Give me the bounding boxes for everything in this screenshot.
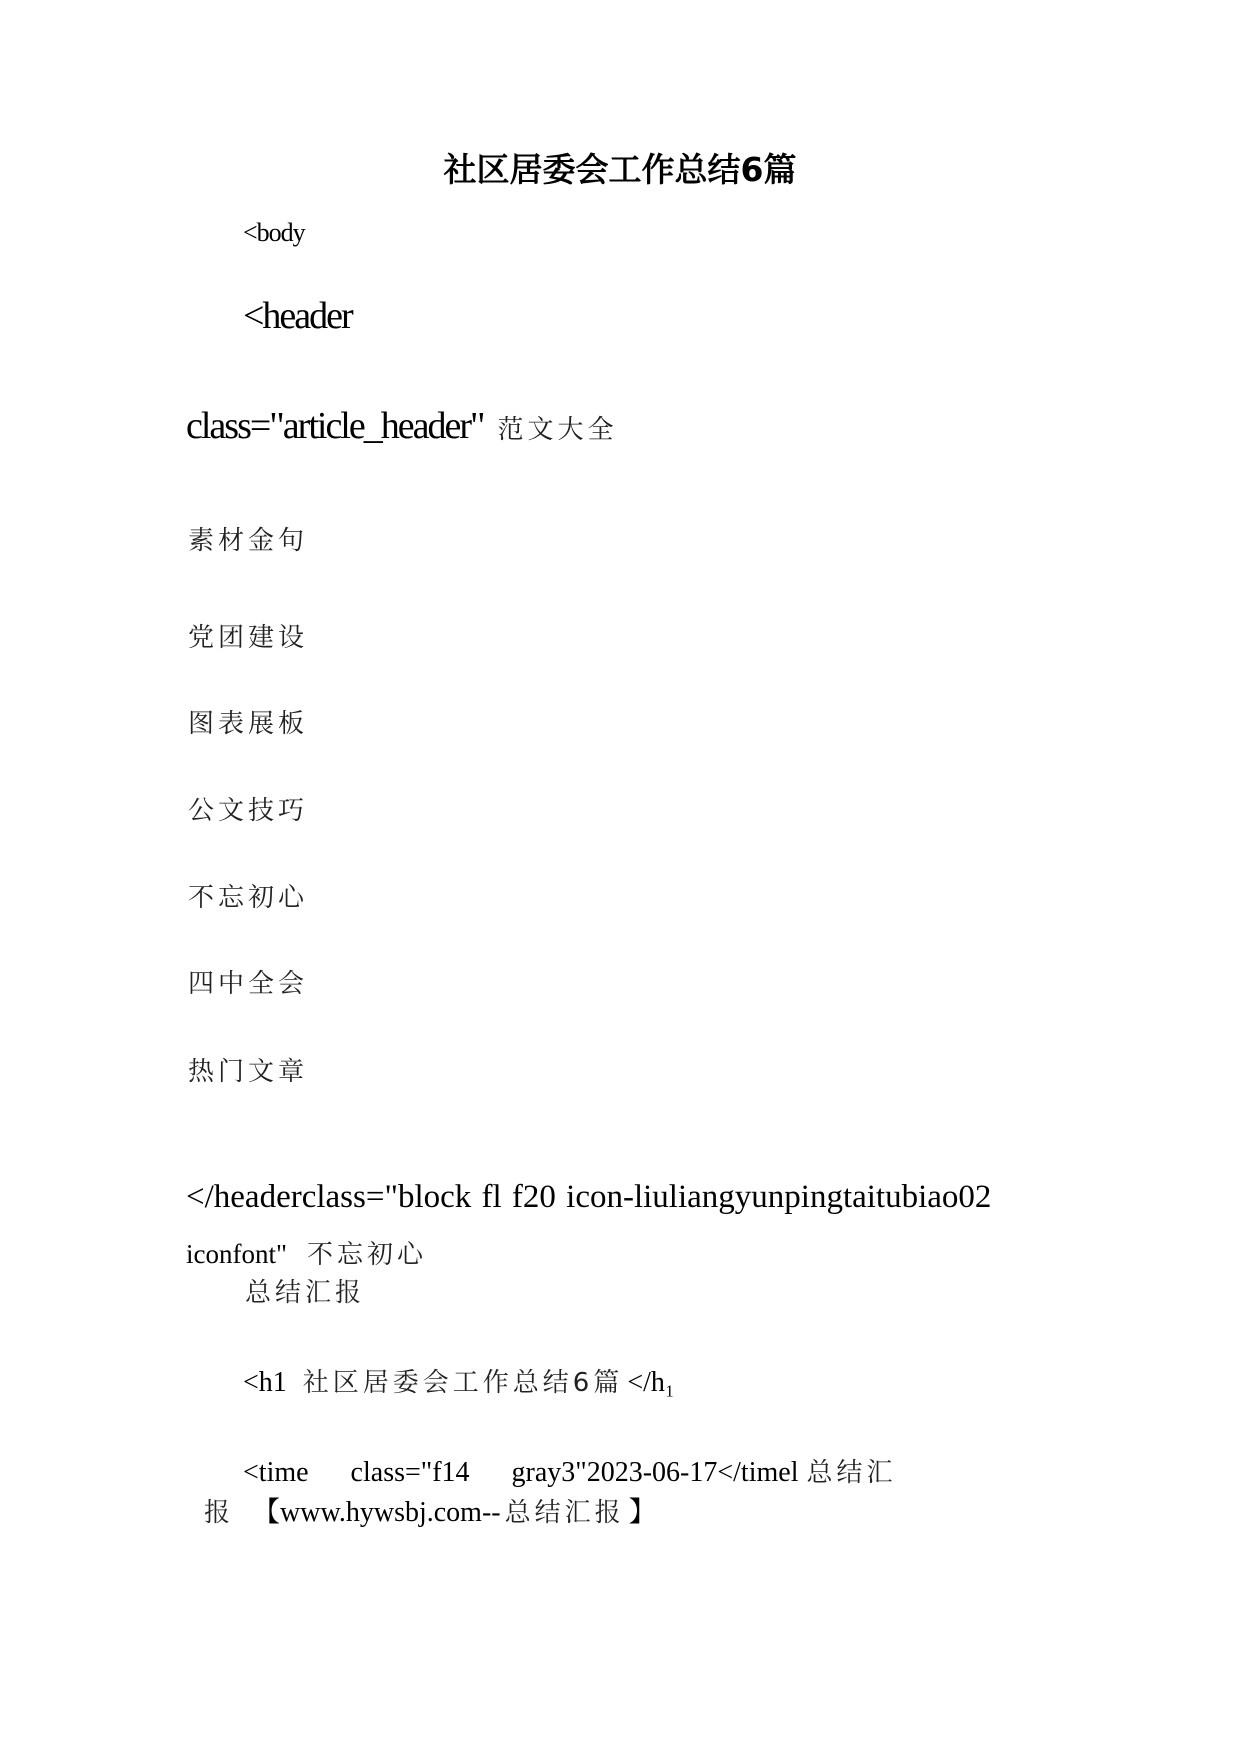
code-line-header-open: <header	[243, 295, 352, 337]
h1-text: 社区居委会工作总结6篇	[302, 1368, 624, 1398]
nav-item-remen[interactable]: 热门文章	[188, 1057, 309, 1087]
code-h1-open: <h1	[243, 1367, 287, 1398]
nav-item-gongwen[interactable]: 公文技巧	[188, 796, 309, 826]
document-title: 社区居委会工作总结6篇	[443, 150, 797, 189]
code-line-body: <body	[243, 218, 305, 247]
nav-item-sizhong[interactable]: 四中全会	[188, 969, 309, 999]
source-url[interactable]: 【www.hywsbj.com--	[252, 1497, 501, 1528]
iconfont-line	[186, 1237, 427, 1276]
nav-item-dangtuan[interactable]: 党团建设	[188, 623, 309, 653]
source-category: 总结汇报	[504, 1498, 625, 1528]
header-class-line	[186, 402, 618, 458]
time-category: 总结汇	[806, 1458, 897, 1488]
nav-item-tubiao[interactable]: 图表展板	[188, 709, 309, 739]
category-label[interactable]: 不忘初心	[307, 1240, 428, 1270]
source-close: 】	[628, 1497, 657, 1528]
code-line-header-class: class="article_header"	[186, 405, 484, 447]
nav-item-sucai[interactable]: 素材金句	[188, 526, 309, 556]
code-line-header-close: </headerclass="block fl f20 icon-liuliangyunpingtaitubiao02	[186, 1179, 992, 1215]
time-line	[243, 1455, 897, 1495]
nav-item-buwang[interactable]: 不忘初心	[188, 883, 309, 913]
site-name: 范文大全	[497, 415, 618, 445]
code-time: <time class="f14 gray3"2023-06-17</timel	[243, 1457, 799, 1488]
source-line	[204, 1495, 657, 1535]
time-category-tail: 报	[204, 1498, 235, 1528]
code-line-iconfont: iconfont"	[186, 1239, 287, 1269]
code-h1-close: </h₁	[627, 1367, 675, 1398]
subcategory-label[interactable]: 总结汇报	[245, 1278, 366, 1308]
h1-line	[243, 1365, 675, 1405]
